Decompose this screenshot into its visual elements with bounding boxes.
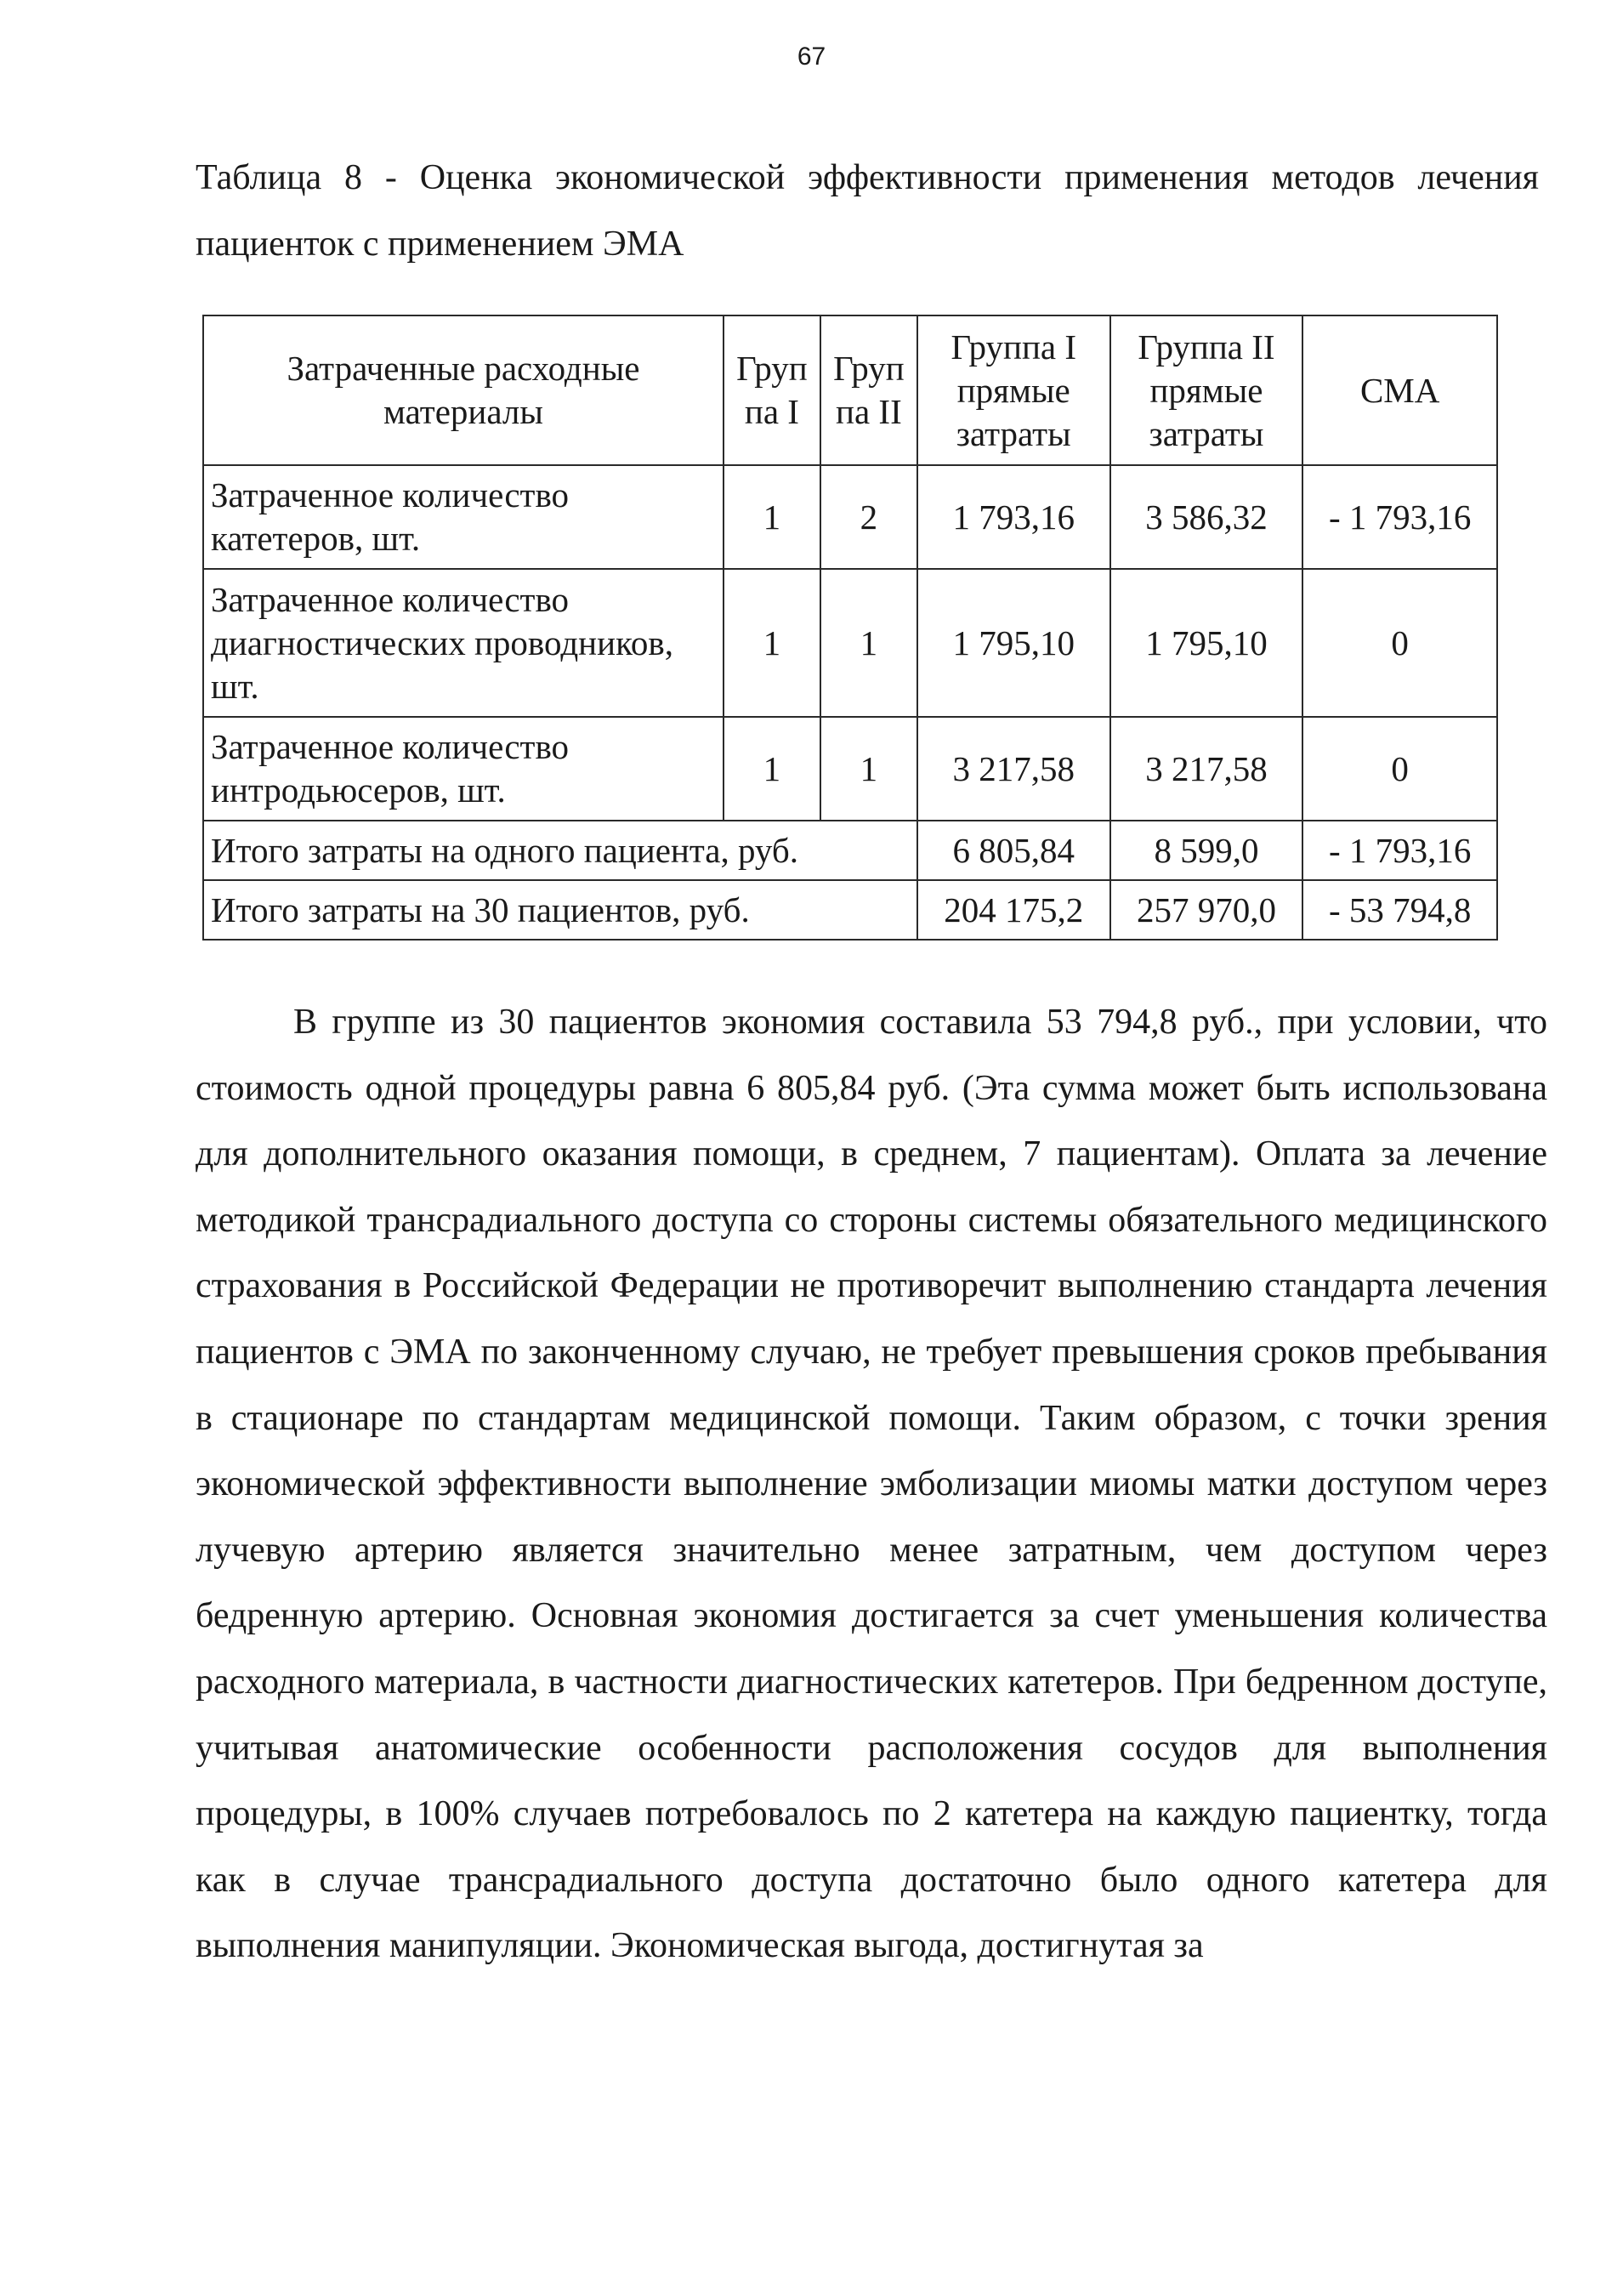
cost-table — [202, 315, 1498, 941]
body-paragraph: В группе из 30 пациентов экономия составила 53 794,8 руб., при условии, что стоимость одной процедуры равна 6 805,84 руб. (Эта сумма может быть использована для дополнительного оказания помощи, в среднем, 7 пациентам). Оплата за лечение методикой трансрадиального доступа со стороны системы обязательного медицинского страхования в Российской Федерации не противоречит выполнению стандарта лечения пациентов с ЭМА по законченному случаю, не требует превышения сроков пребывания в стационаре по стандартам медицинской помощи. Таким образом, с точки зрения экономической эффективности выполнение эмболизации миомы матки доступом через лучевую артерию является значительно менее затратным, чем доступом через бедренную артерию. Основная экономия достигается за счет уменьшения количества расходного материала, в частности диагностических катетеров. При бедренном доступе, учитывая анатомические особенности расположения сосудов для выполнения процедуры, в 100% случаев потребовалось по 2 катетера на каждую пациентку, тогда как в случае трансрадиального доступа достаточно было одного катетера для выполнения манипуляции. Экономическая выгода, достигнутая за — [196, 1003, 1547, 1966]
header-group1: Груп па I — [724, 315, 820, 465]
total-cma: - 53 794,8 — [1302, 880, 1497, 940]
table-row — [203, 465, 1497, 569]
row-group1-cost: 3 217,58 — [917, 717, 1110, 821]
row-group2-cost: 3 217,58 — [1110, 717, 1303, 821]
row-group1-cost: 1 795,10 — [917, 569, 1110, 717]
header-group2: Груп па II — [820, 315, 917, 465]
table-caption: Таблица 8 - Оценка экономической эффективности применения методов лечения пациенток с применением ЭМА — [196, 158, 1539, 264]
total-label: Итого затраты на одного пациента, руб. — [203, 821, 917, 880]
row-cma: 0 — [1302, 717, 1497, 821]
row-group2-cost: 1 795,10 — [1110, 569, 1303, 717]
row-material: Затраченное количество интродьюсеров, шт. — [203, 717, 724, 821]
total-group2-cost: 8 599,0 — [1110, 821, 1303, 880]
total-label: Итого затраты на 30 пациентов, руб. — [203, 880, 917, 940]
header-cma: СМА — [1302, 315, 1497, 465]
total-group1-cost: 6 805,84 — [917, 821, 1110, 880]
page-number: 67 — [797, 43, 826, 71]
row-group1: 1 — [724, 717, 820, 821]
header-group2-direct: Группа II прямые затраты — [1110, 315, 1303, 465]
header-materials: Затраченные расходные материалы — [203, 315, 724, 465]
row-group2: 1 — [820, 569, 917, 717]
header-group1-direct: Группа I прямые затраты — [917, 315, 1110, 465]
total-cma: - 1 793,16 — [1302, 821, 1497, 880]
row-group1: 1 — [724, 569, 820, 717]
row-group2-cost: 3 586,32 — [1110, 465, 1303, 569]
row-group1: 1 — [724, 465, 820, 569]
row-material: Затраченное количество диагностических проводников, шт. — [203, 569, 724, 717]
total-row — [203, 880, 1497, 940]
row-group2: 1 — [820, 717, 917, 821]
row-group2: 2 — [820, 465, 917, 569]
total-row — [203, 821, 1497, 880]
total-group1-cost: 204 175,2 — [917, 880, 1110, 940]
row-group1-cost: 1 793,16 — [917, 465, 1110, 569]
total-group2-cost: 257 970,0 — [1110, 880, 1303, 940]
table-row — [203, 717, 1497, 821]
row-cma: 0 — [1302, 569, 1497, 717]
row-material: Затраченное количество катетеров, шт. — [203, 465, 724, 569]
table-row — [203, 569, 1497, 717]
row-cma: - 1 793,16 — [1302, 465, 1497, 569]
table-header-row — [203, 315, 1497, 465]
